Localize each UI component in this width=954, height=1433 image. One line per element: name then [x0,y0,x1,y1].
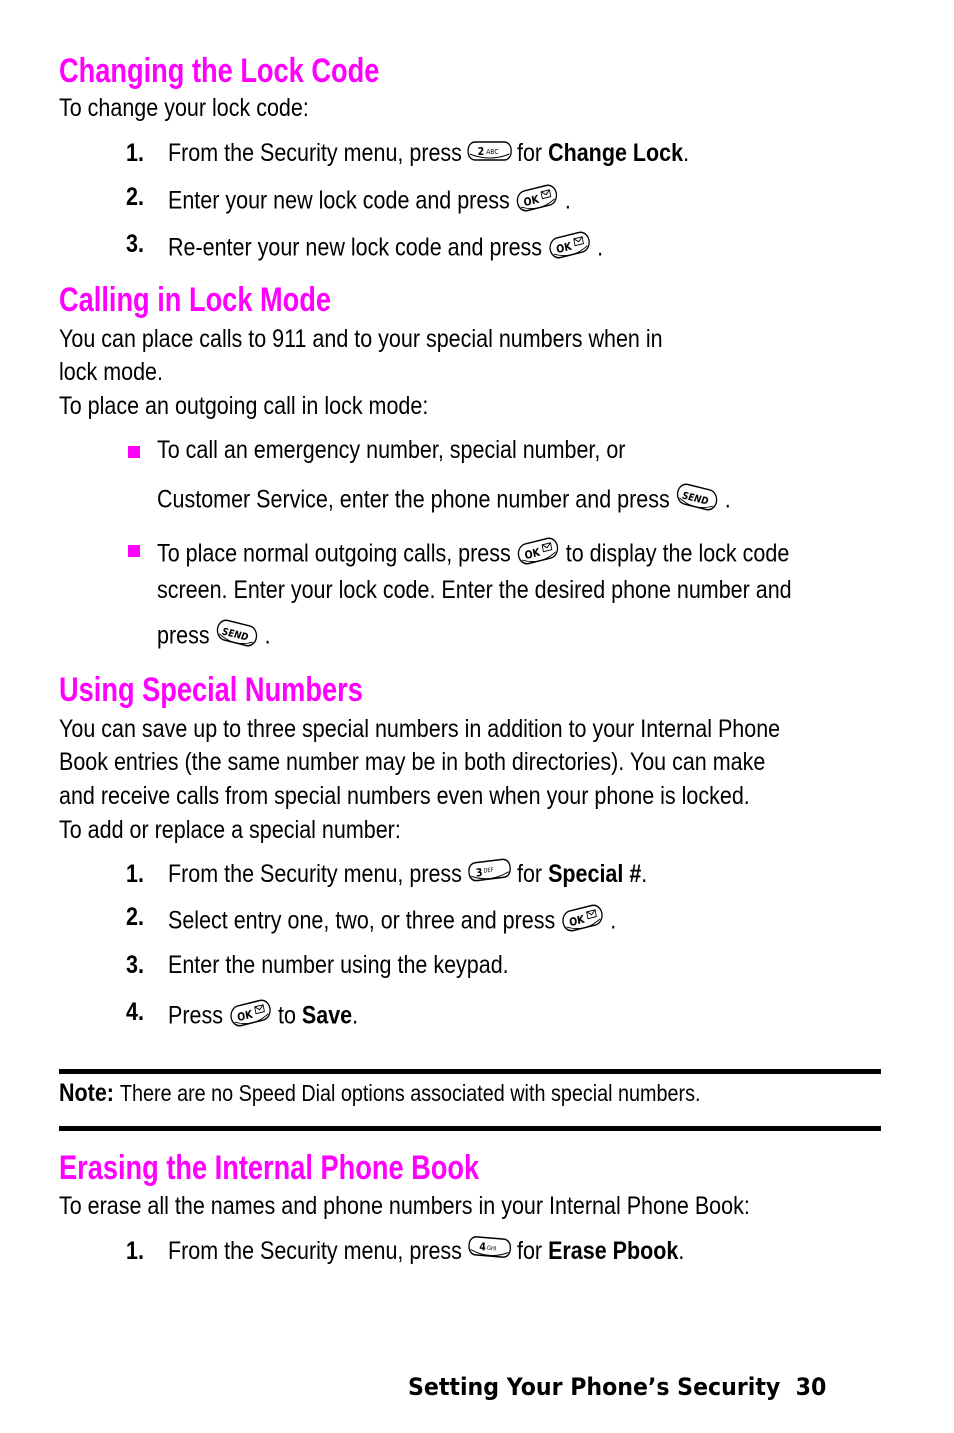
bullet-normal-calls-line2: screen. Enter your lock code. Enter the desired phone number and [157,576,792,604]
key-label: OK [555,240,573,257]
step-end: . [352,1001,359,1030]
send-key-icon [675,479,720,523]
step-end: . [564,186,571,215]
step-end: . [610,906,617,935]
key-label: SEND [681,489,710,508]
note-top-rule [59,1069,881,1074]
lock-mode-para-line2: lock mode. [59,358,163,386]
key-letters: DEF [483,867,494,876]
key-2-abc-icon [467,138,512,170]
ok-key-icon [516,534,561,576]
bullet-emergency-line1: To call an emergency number, special number, or [157,436,626,464]
key-4-ghi-icon [467,1235,512,1269]
heading-calling-lock-mode: Calling in Lock Mode [59,281,332,319]
step-text: Enter your new lock code and press [168,186,510,215]
step-change-lock [168,137,689,170]
ok-key-icon [228,996,273,1038]
lock-mode-para-line1: You can place calls to 911 and to your special numbers when in [59,325,663,353]
step-number: 1. [126,139,144,167]
step-end: . [683,139,690,167]
erase-intro: To erase all the names and phone numbers in your Internal Phone Book: [59,1192,750,1220]
special-para-line3: and receive calls from special numbers even when your phone is locked. [59,782,750,810]
step-number: 2. [126,183,144,211]
step-text: From the Security menu, press [168,139,462,167]
bullet-end: . [724,485,731,514]
special-para-line1: You can save up to three special numbers in addition to your Internal Phone [59,715,781,743]
heading-erasing-phone-book: Erasing the Internal Phone Book [59,1149,480,1187]
bullet-text: Customer Service, enter the phone number and press [157,485,670,514]
special-intro: To add or replace a special number: [59,816,401,844]
key-letters: ABC [486,147,499,157]
step-number: 1. [126,1237,144,1265]
step-connector: for [516,1237,543,1265]
key-3-def-icon [467,858,512,892]
bullet-square [128,545,140,557]
step-reenter-code [168,228,603,270]
key-digit: 3 [475,866,483,881]
step-number: 3. [126,230,144,258]
bullet-normal-calls-line3 [157,615,271,659]
key-label: OK [236,1008,254,1025]
key-label: OK [568,913,586,930]
send-key-icon [215,615,260,659]
note [59,1077,700,1109]
key-label: OK [523,193,541,210]
menu-option-change-lock: Change Lock [548,139,684,167]
step-text: From the Security menu, press [168,1237,462,1265]
step-text: From the Security menu, press [168,860,462,888]
note-label: Note: [59,1079,114,1107]
bullet-emergency-line2 [157,479,731,523]
step-number: 2. [126,903,144,931]
step-number: 4. [126,998,144,1026]
footer-title: Setting Your Phone’s Security [408,1373,781,1401]
step-enter-number: Enter the number using the keypad. [168,951,509,979]
special-para-line2: Book entries (the same number may be in both directories). You can make [59,748,766,776]
step-number: 1. [126,860,144,888]
key-label: OK [523,546,542,563]
page-footer [408,1372,826,1402]
bullet-normal-calls-line1 [157,534,789,576]
key-label: SEND [221,625,250,644]
menu-option-special: Special # [548,860,642,888]
step-text: Select entry one, two, or three and press [168,906,556,935]
note-bottom-rule [59,1126,881,1131]
heading-using-special-numbers: Using Special Numbers [59,671,363,709]
step-text: Press [168,1001,223,1030]
page-number: 30 [795,1373,827,1401]
bullet-text: to display the lock code [565,539,790,568]
lock-mode-intro: To place an outgoing call in lock mode: [59,392,429,420]
note-text: There are no Speed Dial options associated with special numbers. [119,1080,701,1106]
lock-code-intro: To change your lock code: [59,94,309,122]
menu-option-erase-pbook: Erase Pbook [548,1237,679,1265]
step-connector: for [516,139,543,167]
key-digit: 2 [477,145,485,159]
key-letters: GHI [486,1245,497,1254]
step-press-save [168,996,358,1038]
bullet-end: . [264,621,271,650]
ok-key-icon [515,181,560,223]
step-text: Re-enter your new lock code and press [168,233,543,262]
step-special-number [168,858,647,892]
bullet-square [128,446,140,458]
step-erase-pbook [168,1235,684,1269]
step-connector: to [277,1001,296,1030]
menu-option-save: Save [301,1001,353,1030]
step-end: . [678,1237,685,1265]
bullet-text: To place normal outgoing calls, press [157,539,511,568]
step-connector: for [516,860,543,888]
step-number: 3. [126,951,144,979]
step-select-entry [168,901,616,943]
heading-changing-lock-code: Changing the Lock Code [59,52,380,90]
ok-key-icon [560,901,605,943]
step-end: . [597,233,604,262]
bullet-text: press [157,621,210,650]
ok-key-icon [547,228,592,270]
key-digit: 4 [478,1240,487,1255]
step-enter-new-code [168,181,571,223]
step-end: . [641,860,648,888]
